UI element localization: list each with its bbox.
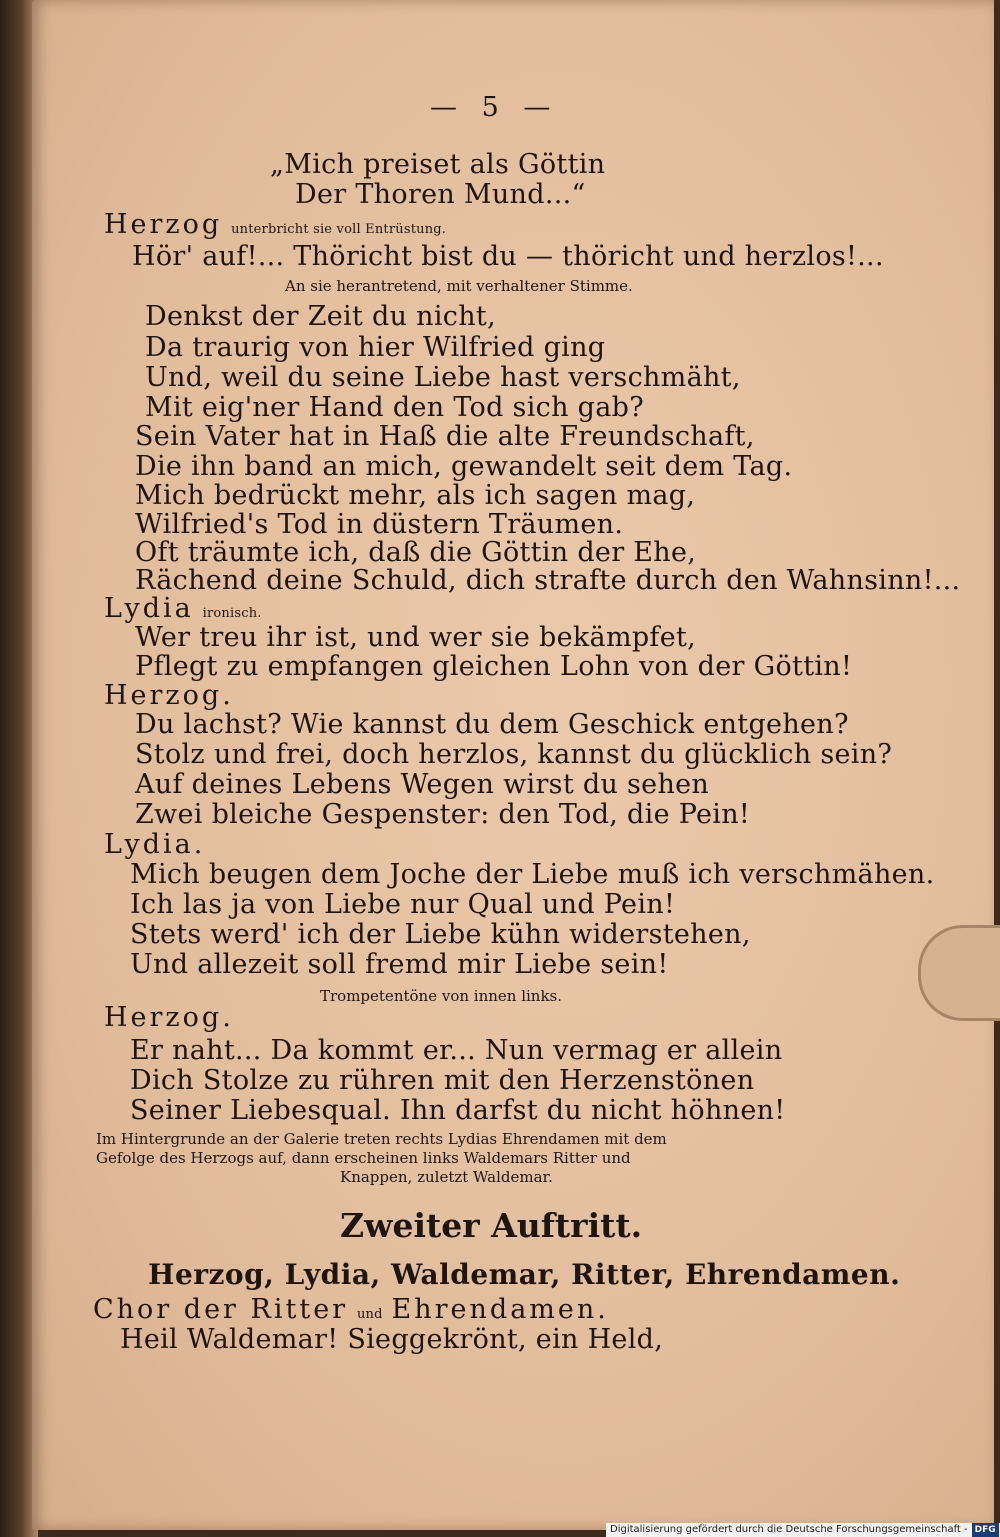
speaker-name: Lydia <box>104 593 194 624</box>
speaker-name: Herzog. <box>104 1002 234 1033</box>
verse-line: Auf deines Lebens Wegen wirst du sehen <box>135 769 710 800</box>
speaker-name: Ehrendamen. <box>391 1294 609 1325</box>
verse-line: Mit eig'ner Hand den Tod sich gab? <box>145 392 644 423</box>
verse-line: Stets werd' ich der Liebe kühn widerstehen, <box>130 919 751 950</box>
stage-direction: Gefolge des Herzogs auf, dann erscheinen links Waldemars Ritter und <box>96 1149 631 1167</box>
verse-line: Der Thoren Mund...“ <box>295 179 586 210</box>
verse-line: Pflegt zu empfangen gleichen Lohn von der Göttin! <box>135 651 853 682</box>
verse-line: „Mich preiset als Göttin <box>270 149 606 180</box>
verse-line: Rächend deine Schuld, dich strafte durch den Wahnsinn!... <box>135 565 961 596</box>
scene-characters: Herzog, Lydia, Waldemar, Ritter, Ehrendamen. <box>148 1258 901 1291</box>
digitization-footer <box>606 1523 1000 1537</box>
verse-line: Wilfried's Tod in düstern Träumen. <box>135 509 624 540</box>
page-number: — 5 — <box>430 92 559 123</box>
verse-line: Seiner Liebesqual. Ihn darfst du nicht höhnen! <box>130 1095 786 1126</box>
speaker-name: Herzog <box>104 209 223 240</box>
stage-direction: ironisch. <box>202 606 262 621</box>
stage-direction: Trompetentöne von innen links. <box>320 987 563 1005</box>
verse-line: Stolz und frei, doch herzlos, kannst du glücklich sein? <box>135 739 893 770</box>
stage-direction: An sie herantretend, mit verhaltener Stimme. <box>285 277 633 295</box>
speaker-name: Chor der Ritter <box>93 1294 349 1325</box>
verse-line: Ich las ja von Liebe nur Qual und Pein! <box>130 889 676 920</box>
verse-line: Mich beugen dem Joche der Liebe muß ich verschmähen. <box>130 859 935 890</box>
verse-line: Und, weil du seine Liebe hast verschmäht, <box>145 362 741 393</box>
verse-line: Denkst der Zeit du nicht, <box>145 301 496 332</box>
dfg-logo: DFG <box>972 1523 999 1537</box>
speaker-name: Lydia. <box>104 829 206 860</box>
stage-direction: unterbricht sie voll Entrüstung. <box>231 222 447 237</box>
verse-line: Sein Vater hat in Haß die alte Freundschaft, <box>135 421 755 452</box>
verse-line: Er naht... Da kommt er... Nun vermag er allein <box>130 1035 783 1066</box>
verse-line: Da traurig von hier Wilfried ging <box>145 332 606 363</box>
verse-line: Du lachst? Wie kannst du dem Geschick entgehen? <box>135 709 849 740</box>
verse-line: Zwei bleiche Gespenster: den Tod, die Pein! <box>135 799 751 830</box>
verse-line: Mich bedrückt mehr, als ich sagen mag, <box>135 480 696 511</box>
verse-line: Wer treu ihr ist, und wer sie bekämpfet, <box>135 622 697 653</box>
speaker-conjunction: und <box>356 1307 383 1322</box>
stage-direction: Im Hintergrunde an der Galerie treten rechts Lydias Ehrendamen mit dem <box>96 1130 667 1148</box>
stage-direction: Knappen, zuletzt Waldemar. <box>340 1168 553 1186</box>
verse-line: Hör' auf!... Thöricht bist du — thöricht und herzlos!... <box>132 241 884 272</box>
scene-heading: Zweiter Auftritt. <box>340 1206 643 1245</box>
verse-line: Oft träumte ich, daß die Göttin der Ehe, <box>135 537 697 568</box>
speaker-name: Herzog. <box>104 680 234 711</box>
verse-line: Die ihn band an mich, gewandelt seit dem Tag. <box>135 451 793 482</box>
verse-line: Heil Waldemar! Sieggekrönt, ein Held, <box>120 1324 664 1355</box>
footer-text: Digitalisierung gefördert durch die Deutsche Forschungsgemeinschaft - <box>610 1524 968 1535</box>
verse-line: Dich Stolze zu rühren mit den Herzenstönen <box>130 1065 755 1096</box>
verse-line: Und allezeit soll fremd mir Liebe sein! <box>130 949 669 980</box>
speaker-line <box>104 210 446 245</box>
